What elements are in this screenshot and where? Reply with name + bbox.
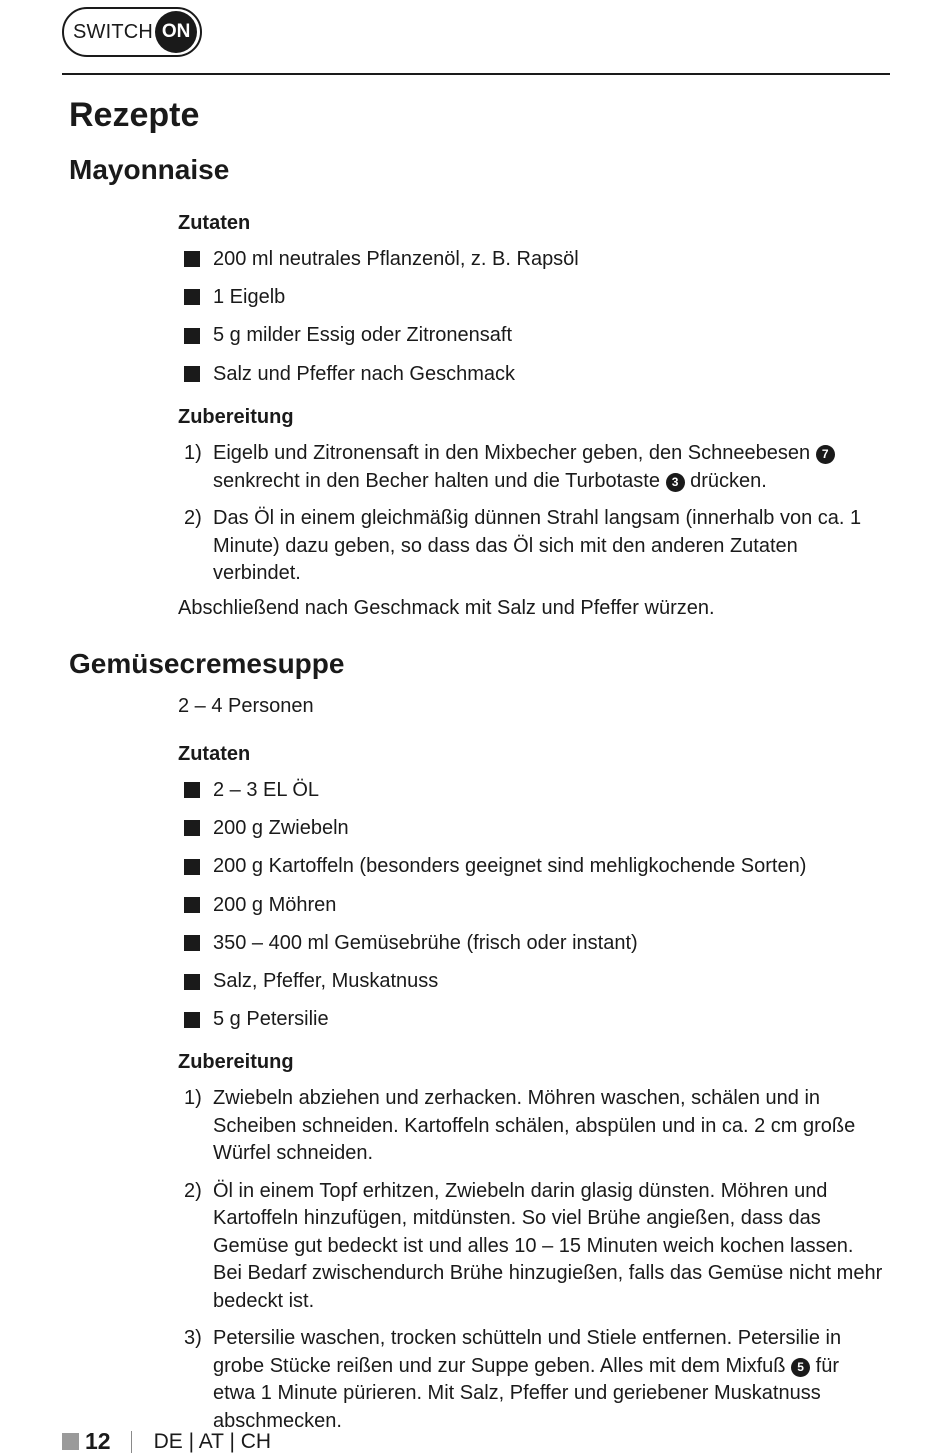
footer-square-icon xyxy=(62,1433,79,1450)
country-codes: DE | AT | CH xyxy=(153,1429,272,1453)
list-item xyxy=(184,240,579,278)
recipe-title-gemuesecremesuppe: Gemüsecremesuppe xyxy=(69,648,345,679)
soup-ingredients-list xyxy=(184,771,806,1039)
step-text: Öl in einem Topf erhitzen, Zwiebeln darin glasig dünsten. Möhren und Kartoffeln hinzufügen, mitdünsten. So viel Brühe angießen, dass das Gemüse gut bedeckt ist und alles 10 – 15 Minuten weich kochen lassen. Bei Bedarf zwischendurch Brühe hinzugießen, falls das Gemüse nicht mehr bedeckt ist. xyxy=(213,1179,883,1312)
bullet-icon xyxy=(184,328,200,344)
page-number: 12 xyxy=(85,1428,111,1454)
step-text xyxy=(213,1325,884,1435)
reference-number-icon: 3 xyxy=(666,473,685,492)
reference-number-icon: 7 xyxy=(816,445,835,464)
bullet-icon xyxy=(184,820,200,836)
list-item xyxy=(184,1001,806,1039)
step-number: 1) xyxy=(184,1087,202,1109)
header-divider xyxy=(62,73,890,75)
step-text-part: drücken. xyxy=(690,469,767,492)
bullet-icon xyxy=(184,782,200,798)
bullet-icon xyxy=(184,289,200,305)
list-item xyxy=(184,962,806,1000)
bullet-icon xyxy=(184,935,200,951)
step-text: Zwiebeln abziehen und zerhacken. Möhren waschen, schälen und in Scheiben schneiden. Kartoffeln schälen, abspülen und in ca. 2 cm große Würfel schneiden. xyxy=(213,1087,856,1164)
step-text-part: senkrecht in den Becher halten und die Turbotaste xyxy=(213,469,660,492)
mayo-ingredients-list xyxy=(184,240,579,393)
servings: 2 – 4 Personen xyxy=(178,695,314,717)
step-number: 3) xyxy=(184,1327,202,1349)
list-item xyxy=(184,809,806,847)
step-item xyxy=(184,440,884,495)
bullet-icon xyxy=(184,366,200,382)
step-text-part: Eigelb und Zitronensaft in den Mixbecher geben, den Schneebesen xyxy=(213,442,811,464)
mayo-preparation-steps xyxy=(184,440,884,598)
bullet-icon xyxy=(184,897,200,913)
step-item xyxy=(184,1178,884,1316)
ingredient-text: 350 – 400 ml Gemüsebrühe (frisch oder instant) xyxy=(213,931,638,954)
step-text-part: für etwa 1 Minute pürieren. Mit Salz, Pfeffer und geriebener Muskatnuss abschmecken. xyxy=(213,1354,839,1432)
ingredient-text: 200 ml neutrales Pflanzenöl, z. B. Rapsöl xyxy=(213,247,579,270)
list-item xyxy=(184,771,806,809)
ingredient-text: 5 g milder Essig oder Zitronensaft xyxy=(213,324,513,347)
mayo-closing-note: Abschließend nach Geschmack mit Salz und Pfeffer würzen. xyxy=(178,597,715,619)
footer-divider xyxy=(131,1431,132,1453)
reference-number-icon: 5 xyxy=(791,1358,810,1377)
step-item xyxy=(184,505,884,588)
ingredient-text: 200 g Zwiebeln xyxy=(213,816,349,839)
ingredient-text: Salz und Pfeffer nach Geschmack xyxy=(213,362,516,385)
list-item xyxy=(184,886,806,924)
bullet-icon xyxy=(184,251,200,267)
mayo-preparation-heading: Zubereitung xyxy=(178,406,294,428)
page-title: Rezepte xyxy=(69,96,200,134)
page-footer xyxy=(62,1428,271,1455)
step-item xyxy=(184,1085,884,1168)
bullet-icon xyxy=(184,974,200,990)
brand-logo xyxy=(62,7,202,57)
step-text: Das Öl in einem gleichmäßig dünnen Strahl langsam (innerhalb von ca. 1 Minute) dazu geben, so dass das Öl sich mit den anderen Zutaten verbindet. xyxy=(213,507,862,584)
mayo-ingredients-heading: Zutaten xyxy=(178,212,251,234)
step-number: 2) xyxy=(184,1179,202,1202)
brand-logo-power-on: ON xyxy=(155,11,197,53)
ingredient-text: 1 Eigelb xyxy=(213,285,286,308)
list-item xyxy=(184,278,579,316)
step-number: 1) xyxy=(184,442,202,464)
step-text-part: Petersilie waschen, trocken schütteln und Stiele entfernen. Petersilie in grobe Stücke reißen und zur Suppe geben. Alles mit dem Mixfuß xyxy=(213,1327,842,1377)
bullet-icon xyxy=(184,1012,200,1028)
list-item xyxy=(184,317,579,355)
step-item xyxy=(184,1325,884,1435)
list-item xyxy=(184,848,806,886)
ingredient-text: 200 g Kartoffeln (besonders geeignet sind mehligkochende Sorten) xyxy=(213,855,807,878)
recipe-title-mayonnaise: Mayonnaise xyxy=(69,154,230,185)
soup-preparation-heading: Zubereitung xyxy=(178,1051,294,1073)
step-number: 2) xyxy=(184,507,202,529)
list-item xyxy=(184,355,579,393)
ingredient-text: 200 g Möhren xyxy=(213,893,337,916)
ingredient-text: Salz, Pfeffer, Muskatnuss xyxy=(213,970,439,993)
brand-logo-text: SWITCH xyxy=(73,20,154,43)
soup-preparation-steps xyxy=(184,1085,884,1445)
step-text xyxy=(213,440,835,495)
ingredient-text: 5 g Petersilie xyxy=(213,1008,329,1031)
bullet-icon xyxy=(184,859,200,875)
ingredient-text: 2 – 3 EL ÖL xyxy=(213,778,319,801)
list-item xyxy=(184,924,806,962)
soup-ingredients-heading: Zutaten xyxy=(178,743,251,765)
